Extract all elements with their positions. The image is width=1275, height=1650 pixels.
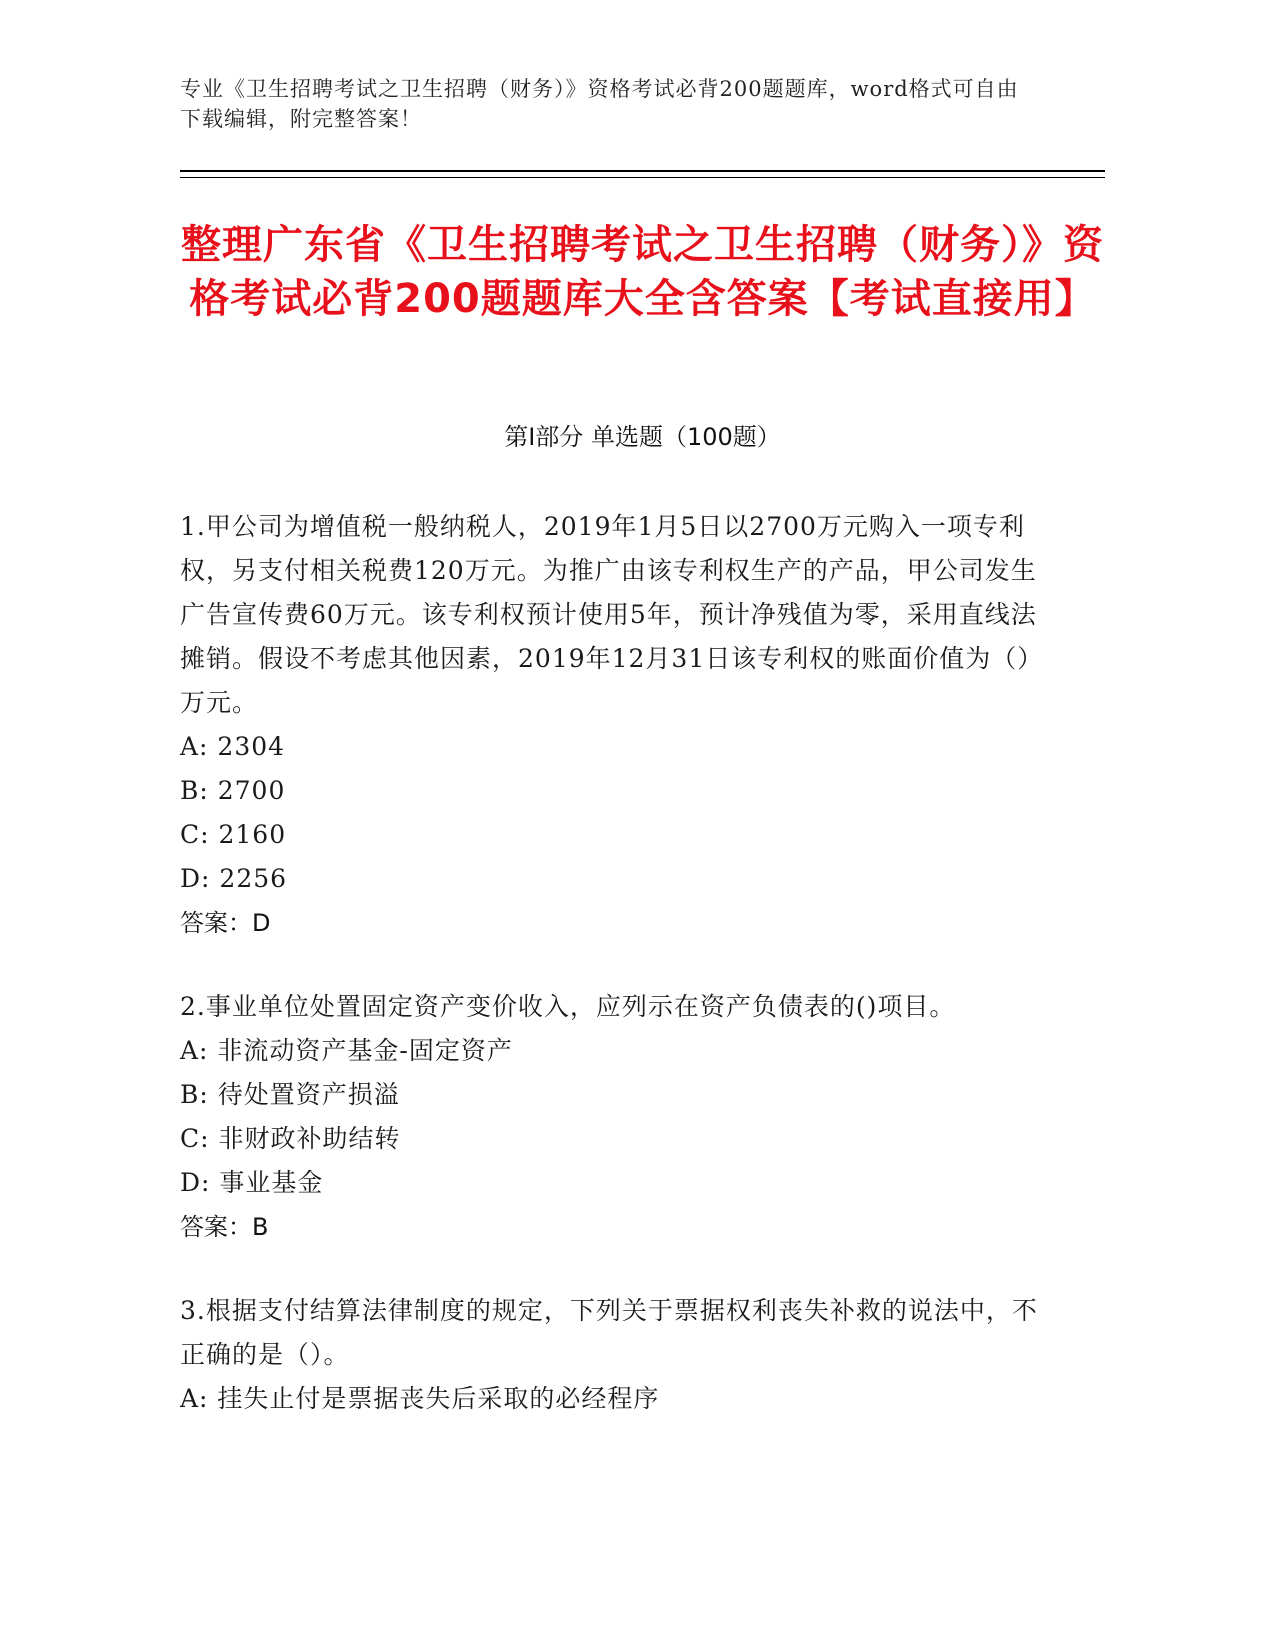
question-3 [180, 1289, 1040, 1421]
answer: 答案：D [180, 909, 271, 937]
option-c: C: 非财政补助结转 [180, 1124, 401, 1153]
section-title: 第I部分 单选题（100题） [504, 423, 781, 451]
option-d: D: 2256 [180, 864, 288, 893]
option-d: D: 事业基金 [180, 1168, 324, 1197]
option-a: A: 非流动资产基金-固定资产 [180, 1036, 513, 1065]
answer: 答案：B [180, 1213, 269, 1241]
option-b: B: 2700 [180, 776, 286, 805]
option-a: A: 挂失止付是票据丧失后采取的必经程序 [180, 1384, 660, 1413]
option-b: B: 待处置资产损溢 [180, 1080, 400, 1109]
question-stem: 2.事业单位处置固定资产变价收入，应列示在资产负债表的()项目。 [180, 992, 956, 1021]
header-rule-thick [180, 170, 1105, 172]
option-c: C: 2160 [180, 820, 287, 849]
question-1 [180, 505, 1040, 945]
question-list [180, 505, 1040, 1461]
header-rule-thin [180, 177, 1105, 178]
header-note: 专业《卫生招聘考试之卫生招聘（财务）》资格考试必背200题题库，word格式可自由下载编辑，附完整答案！ [180, 77, 1019, 131]
document-title: 整理广东省《卫生招聘考试之卫生招聘（财务）》资格考试必背200题题库大全含答案【考试直接用】 [181, 222, 1104, 322]
question-2 [180, 985, 1040, 1249]
option-a: A: 2304 [180, 732, 286, 761]
question-stem: 1.甲公司为增值税一般纳税人，2019年1月5日以2700万元购入一项专利权，另支付相关税费120万元。为推广由该专利权生产的产品，甲公司发生广告宣传费60万元。该专利权预计使用5年，预计净残值为零，采用直线法摊销。假设不考虑其他因素，2019年12月31日该专利权的账面价值为（）万元。 [180, 512, 1037, 717]
question-stem: 3.根据支付结算法律制度的规定，下列关于票据权利丧失补救的说法中，不正确的是（）。 [180, 1296, 1038, 1369]
